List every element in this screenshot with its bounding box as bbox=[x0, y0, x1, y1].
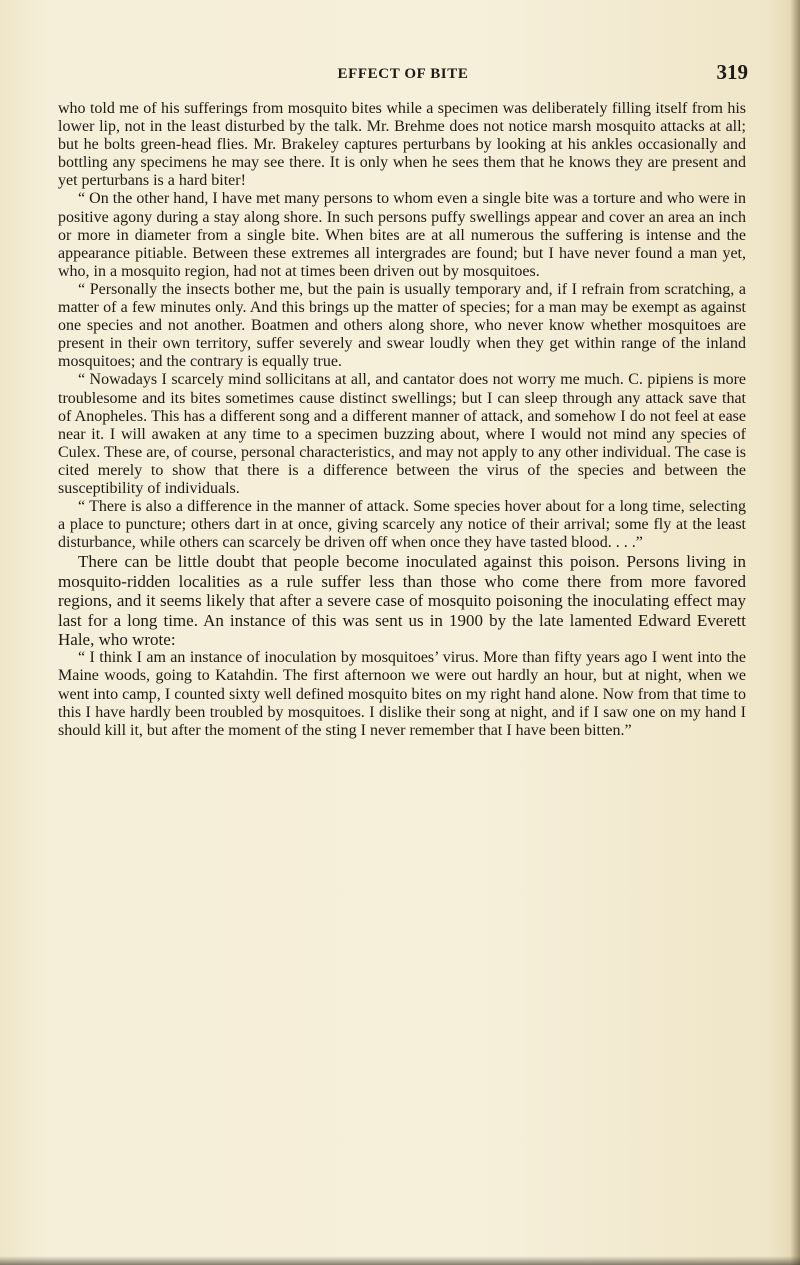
body-text bbox=[58, 100, 746, 740]
paragraph: who told me of his sufferings from mosquito bites while a specimen was deliberately filling itself from his lower lip, not in the least disturbed by the talk. Mr. Brehme does not notice marsh mosquito attacks at all; but he bolts green-head flies. Mr. Brakeley captures perturbans by looking at his ankles occasionally and bottling any specimens he may see there. It is only when he sees them that he knows they are present and yet perturbans is a hard biter! bbox=[58, 100, 746, 190]
page-header bbox=[58, 60, 748, 90]
page-bottom-edge bbox=[0, 1256, 800, 1265]
page-edge-shadow bbox=[790, 0, 800, 1265]
paragraph: “ There is also a difference in the manner of attack. Some species hover about for a long time, selecting a place to puncture; others dart in at once, giving scarcely any notice of their arrival; some fly at the least disturbance, while others can scarcely be driven off when once they have tasted blood. . . .” bbox=[58, 498, 746, 552]
paragraph: There can be little doubt that people become inoculated against this poison. Persons living in mosquito-ridden localities as a rule suffer less than those who come there from more favored regions, and it seems likely that after a severe case of mosquito poisoning the inoculating effect may last for a long time. An instance of this was sent us in 1900 by the late lamented Edward Everett Hale, who wrote: bbox=[58, 552, 746, 649]
paragraph: “ I think I am an instance of inoculation by mosquitoes’ virus. More than fifty years ago I went into the Maine woods, going to Katahdin. The first afternoon we were out hardly an hour, but at night, when we went into camp, I counted sixty well defined mosquito bites on my right hand alone. Now from that time to this I have hardly been troubled by mosquitoes. I dislike their song at night, and if I saw one on my hand I should kill it, but after the moment of the sting I never remember that I have been bitten.” bbox=[58, 649, 746, 739]
running-head: EFFECT OF BITE bbox=[337, 66, 469, 82]
paragraph: “ On the other hand, I have met many persons to whom even a single bite was a torture and who were in positive agony during a stay along shore. In such persons puffy swellings appear and cover an area an inch or more in diameter from a single bite. When bites are at all numerous the suffering is intense and the appearance pitiable. Between these extremes all intergrades are found; but I have never found a man yet, who, in a mosquito region, had not at times been driven out by mosquitoes. bbox=[58, 190, 746, 280]
paragraph: “ Nowadays I scarcely mind sollicitans at all, and cantator does not worry me much. C. pipiens is more troublesome and its bites sometimes cause distinct swellings; but I can sleep through any attack save that of Anopheles. This has a different song and a different manner of attack, and somehow I do not feel at ease near it. I will awaken at any time to a specimen buzzing about, where I would not mind any species of Culex. These are, of course, personal characteristics, and may not apply to any other individual. The case is cited merely to show that there is a difference between the virus of the species and between the susceptibility of individuals. bbox=[58, 371, 746, 497]
paragraph: “ Personally the insects bother me, but the pain is usually temporary and, if I refrain from scratching, a matter of a few minutes only. And this brings up the matter of species; for a man may be exempt as against one species and not another. Boatmen and others along shore, who never know whether mosquitoes are present in their own territory, suffer severely and swear loudly when they get within range of the inland mosquitoes; and the contrary is equally true. bbox=[58, 280, 746, 371]
page-number: 319 bbox=[716, 60, 748, 84]
